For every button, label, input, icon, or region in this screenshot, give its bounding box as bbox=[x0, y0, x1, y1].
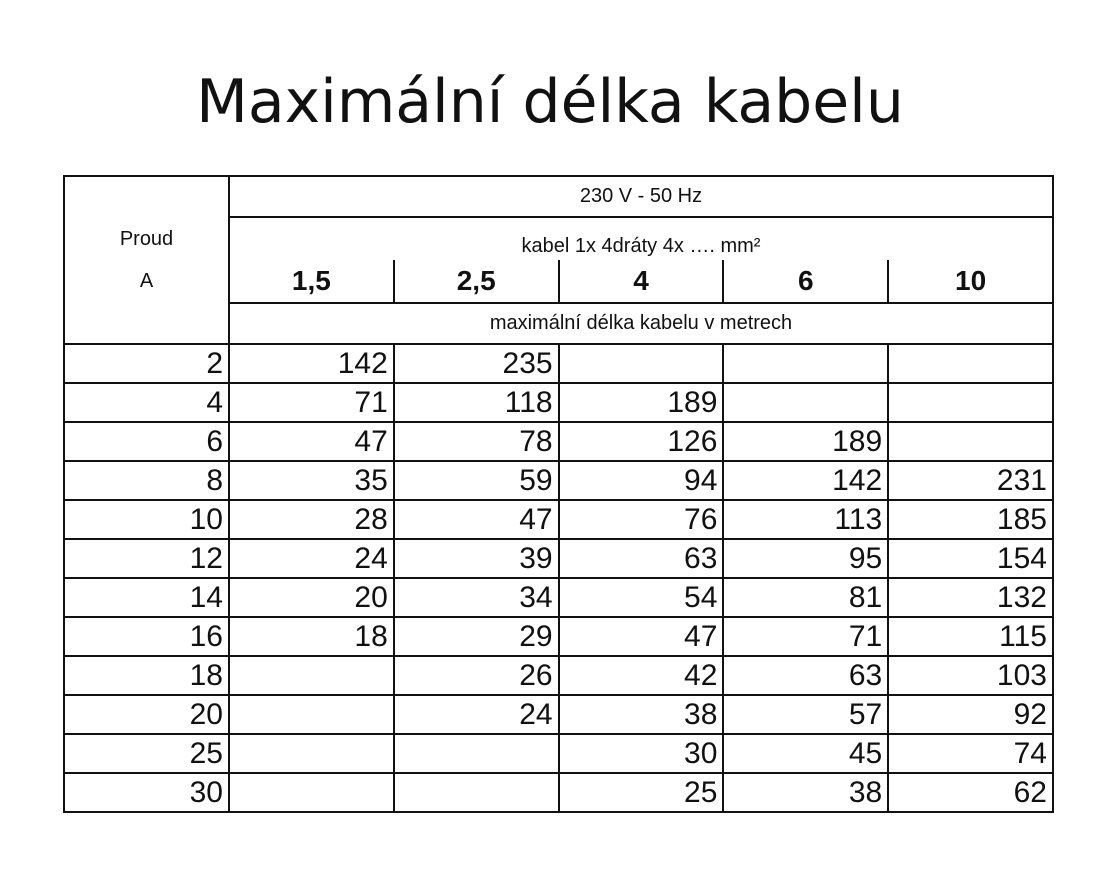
length-cell: 81 bbox=[723, 578, 888, 617]
length-cell: 63 bbox=[559, 539, 724, 578]
length-cell: 25 bbox=[559, 773, 724, 812]
length-cell: 28 bbox=[229, 500, 394, 539]
length-cell bbox=[559, 344, 724, 383]
length-cell: 126 bbox=[559, 422, 724, 461]
table-row bbox=[64, 656, 1053, 695]
current-cell: 16 bbox=[64, 617, 229, 656]
length-cell: 26 bbox=[394, 656, 559, 695]
current-cell: 8 bbox=[64, 461, 229, 500]
table-row bbox=[64, 773, 1053, 812]
length-cell bbox=[394, 734, 559, 773]
length-cell bbox=[888, 344, 1053, 383]
current-header-cell bbox=[64, 176, 229, 344]
table-row bbox=[64, 344, 1053, 383]
size-header-cell: 2,5 bbox=[394, 260, 559, 303]
length-cell: 185 bbox=[888, 500, 1053, 539]
length-cell bbox=[723, 344, 888, 383]
length-cell: 103 bbox=[888, 656, 1053, 695]
length-cell bbox=[229, 656, 394, 695]
current-cell: 10 bbox=[64, 500, 229, 539]
length-cell: 71 bbox=[229, 383, 394, 422]
length-cell: 47 bbox=[559, 617, 724, 656]
current-cell: 18 bbox=[64, 656, 229, 695]
table-row bbox=[64, 734, 1053, 773]
length-cell: 142 bbox=[229, 344, 394, 383]
unit-note-header: maximální délka kabelu v metrech bbox=[229, 303, 1053, 344]
table-row bbox=[64, 695, 1053, 734]
length-cell: 35 bbox=[229, 461, 394, 500]
length-cell bbox=[888, 422, 1053, 461]
cable-length-table bbox=[63, 175, 1054, 813]
length-cell: 74 bbox=[888, 734, 1053, 773]
size-header-cell: 4 bbox=[559, 260, 724, 303]
length-cell: 154 bbox=[888, 539, 1053, 578]
length-cell: 94 bbox=[559, 461, 724, 500]
current-cell: 2 bbox=[64, 344, 229, 383]
page-title: Maximální délka kabelu bbox=[196, 67, 904, 137]
length-cell: 30 bbox=[559, 734, 724, 773]
length-cell bbox=[229, 734, 394, 773]
length-cell: 38 bbox=[559, 695, 724, 734]
current-cell: 25 bbox=[64, 734, 229, 773]
current-unit: A bbox=[139, 270, 154, 292]
voltage-header: 230 V - 50 Hz bbox=[229, 176, 1053, 217]
length-cell: 78 bbox=[394, 422, 559, 461]
table-row bbox=[64, 617, 1053, 656]
current-cell: 12 bbox=[64, 539, 229, 578]
length-cell: 71 bbox=[723, 617, 888, 656]
length-cell: 118 bbox=[394, 383, 559, 422]
length-cell bbox=[723, 383, 888, 422]
current-cell: 30 bbox=[64, 773, 229, 812]
length-cell: 42 bbox=[559, 656, 724, 695]
length-cell: 57 bbox=[723, 695, 888, 734]
length-cell: 45 bbox=[723, 734, 888, 773]
current-label: Proud bbox=[119, 228, 174, 250]
length-cell: 20 bbox=[229, 578, 394, 617]
length-cell: 54 bbox=[559, 578, 724, 617]
length-cell: 132 bbox=[888, 578, 1053, 617]
length-cell bbox=[394, 773, 559, 812]
length-cell: 47 bbox=[229, 422, 394, 461]
length-cell bbox=[229, 695, 394, 734]
length-cell: 231 bbox=[888, 461, 1053, 500]
length-cell: 235 bbox=[394, 344, 559, 383]
length-cell: 18 bbox=[229, 617, 394, 656]
table-row bbox=[64, 461, 1053, 500]
length-cell: 59 bbox=[394, 461, 559, 500]
length-cell: 76 bbox=[559, 500, 724, 539]
length-cell: 113 bbox=[723, 500, 888, 539]
table-row bbox=[64, 578, 1053, 617]
length-cell: 189 bbox=[723, 422, 888, 461]
size-header-cell: 6 bbox=[723, 260, 888, 303]
current-cell: 4 bbox=[64, 383, 229, 422]
length-cell: 63 bbox=[723, 656, 888, 695]
current-cell: 20 bbox=[64, 695, 229, 734]
length-cell: 24 bbox=[394, 695, 559, 734]
length-cell: 142 bbox=[723, 461, 888, 500]
table-row bbox=[64, 500, 1053, 539]
cable-header: kabel 1x 4dráty 4x …. mm² bbox=[229, 217, 1053, 260]
size-header-cell: 1,5 bbox=[229, 260, 394, 303]
length-cell: 47 bbox=[394, 500, 559, 539]
table-row bbox=[64, 422, 1053, 461]
length-cell: 29 bbox=[394, 617, 559, 656]
length-cell: 39 bbox=[394, 539, 559, 578]
size-header-cell: 10 bbox=[888, 260, 1053, 303]
table-row bbox=[64, 383, 1053, 422]
length-cell: 24 bbox=[229, 539, 394, 578]
length-cell: 95 bbox=[723, 539, 888, 578]
header-row-voltage bbox=[64, 176, 1053, 217]
length-cell: 34 bbox=[394, 578, 559, 617]
length-cell bbox=[229, 773, 394, 812]
length-cell bbox=[888, 383, 1053, 422]
length-cell: 115 bbox=[888, 617, 1053, 656]
length-cell: 38 bbox=[723, 773, 888, 812]
table-row bbox=[64, 539, 1053, 578]
length-cell: 189 bbox=[559, 383, 724, 422]
length-cell: 62 bbox=[888, 773, 1053, 812]
current-cell: 6 bbox=[64, 422, 229, 461]
length-cell: 92 bbox=[888, 695, 1053, 734]
current-cell: 14 bbox=[64, 578, 229, 617]
